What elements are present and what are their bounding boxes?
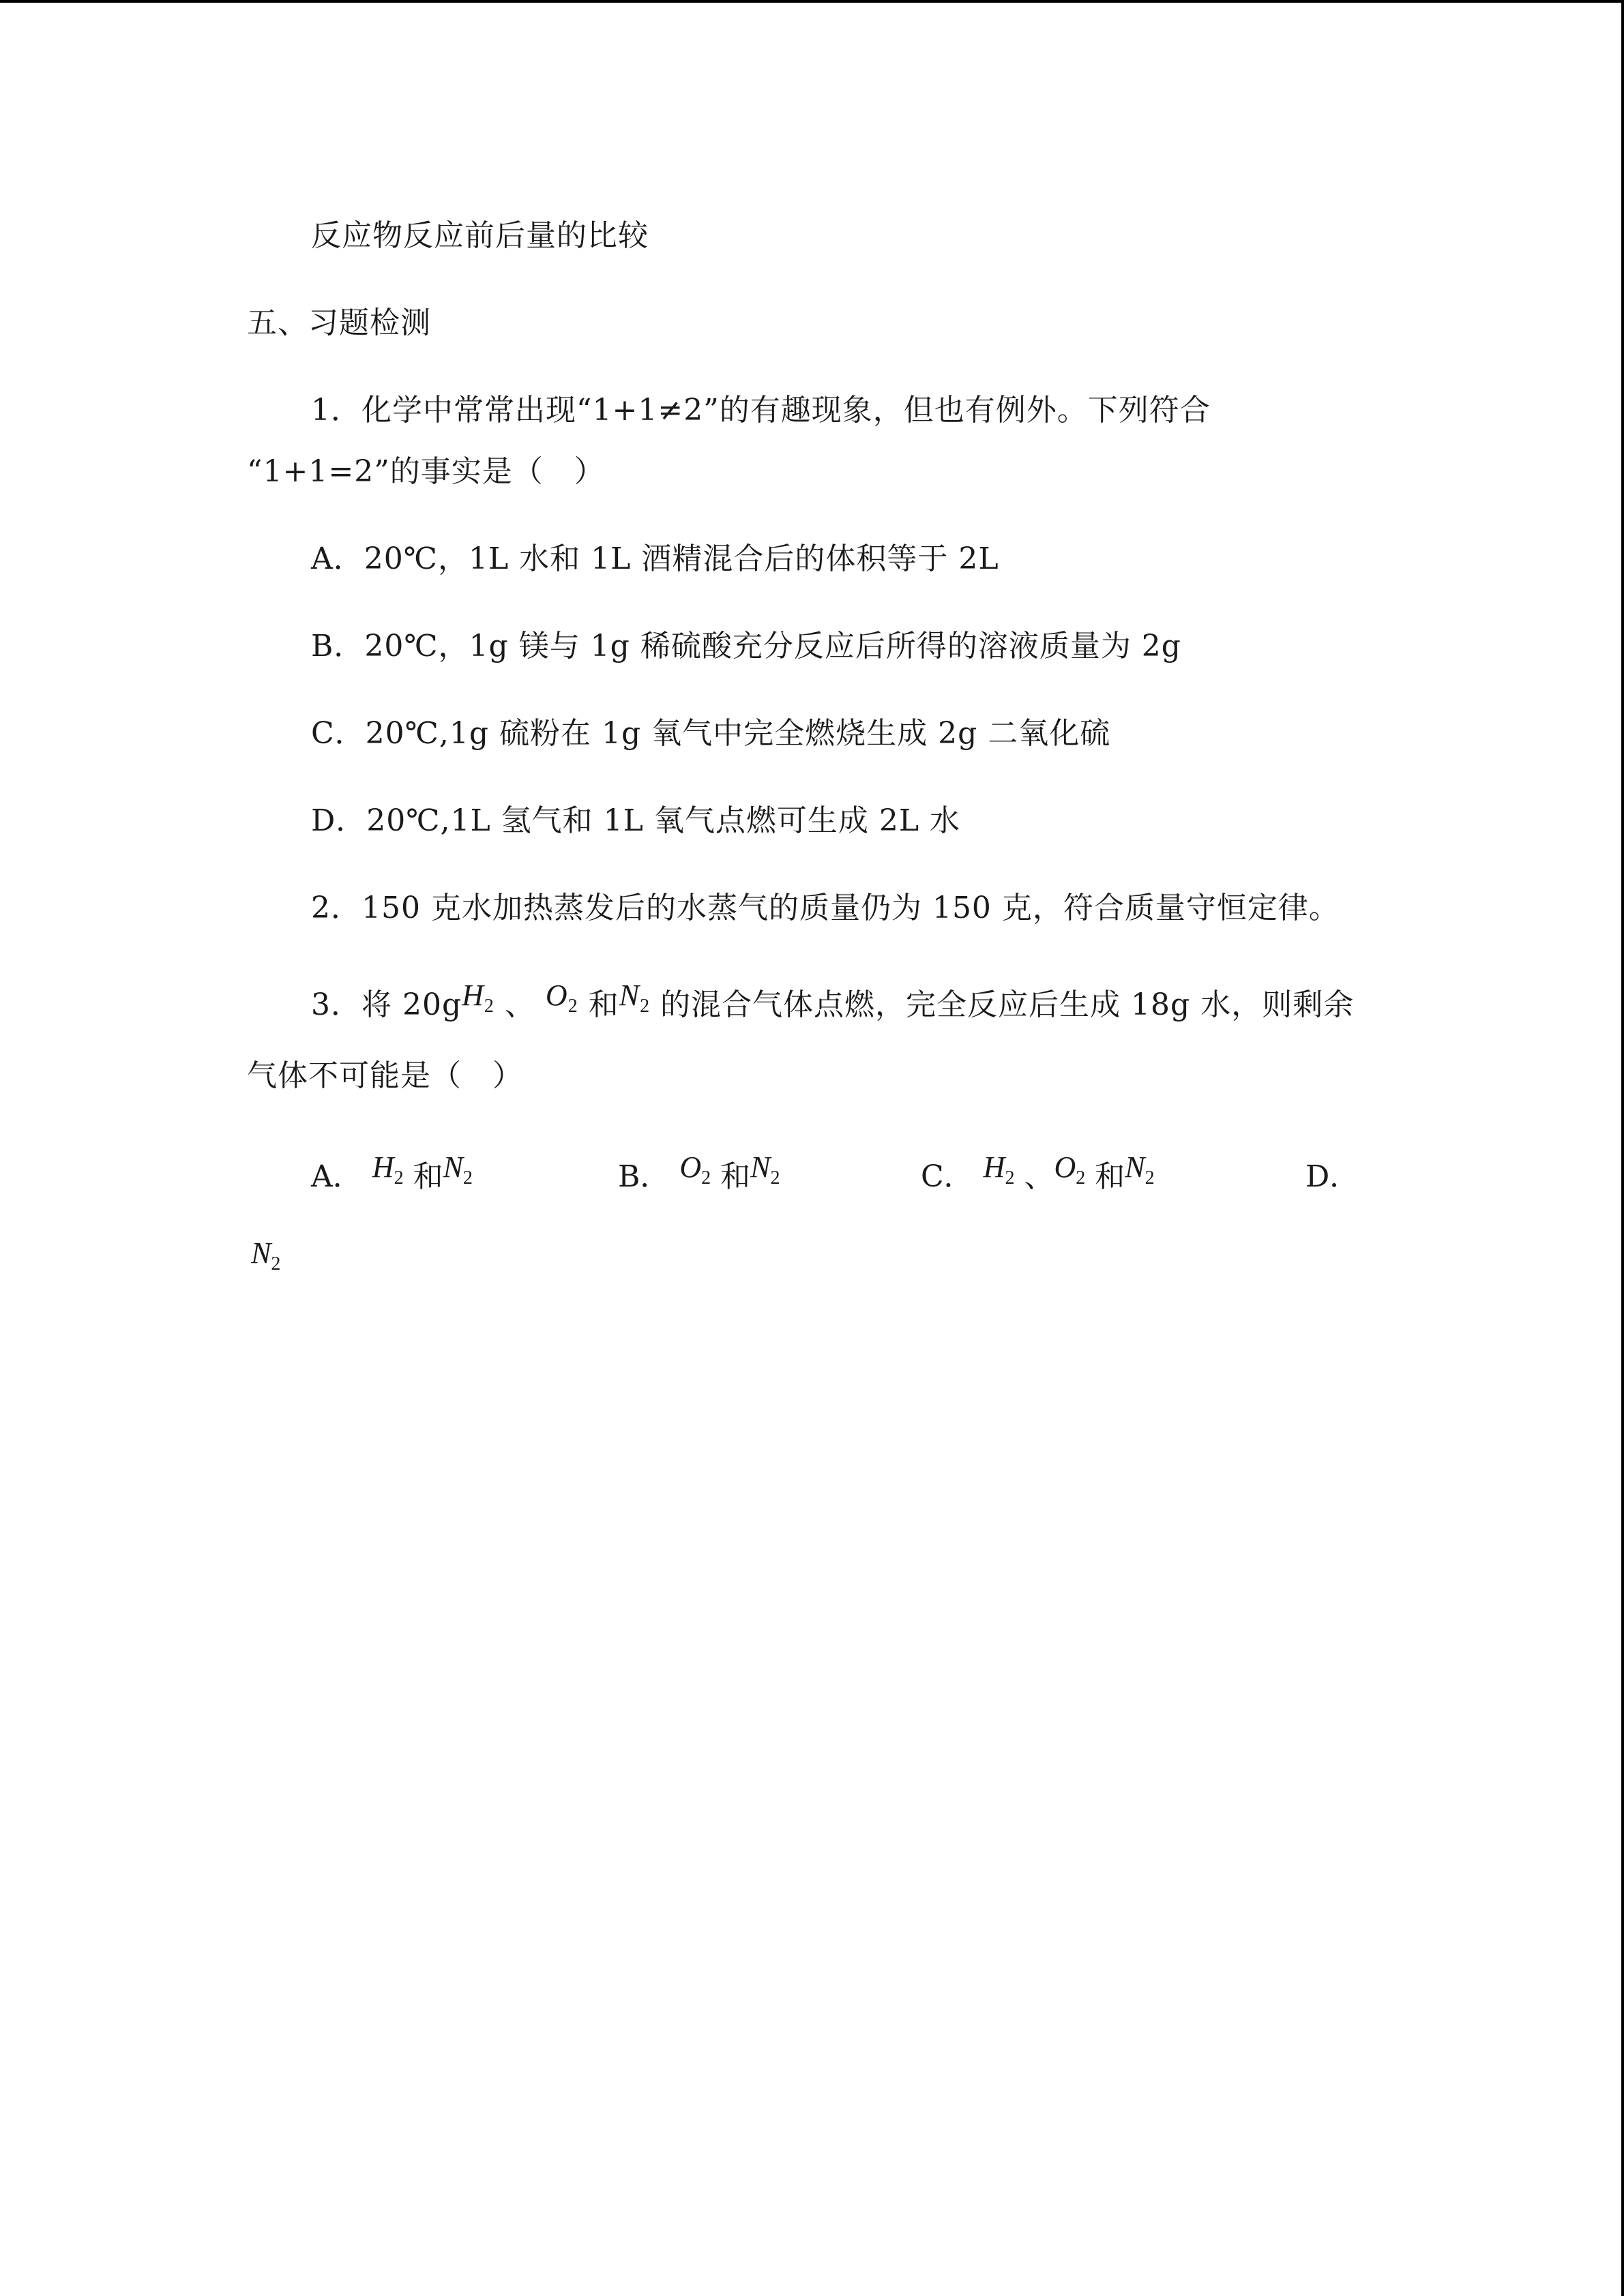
formula-o2: $O_2$ xyxy=(545,979,578,1017)
question-1-stem: 1．化学中常常出现“1+1≠2”的有趣现象，但也有例外。下列符合 xyxy=(311,393,1211,428)
question-3-stem-cont: 气体不可能是（ ） xyxy=(247,1058,523,1093)
formula-o2: $O_2$ xyxy=(679,1150,711,1189)
page-border-top xyxy=(0,0,1624,3)
question-1-option-b: B．20℃，1g 镁与 1g 稀硫酸充分反应后所得的溶液质量为 2g xyxy=(311,629,1181,664)
question-3-option-b: B． $O_2$ 和$N_2$ xyxy=(618,1150,780,1194)
question-3-option-c: C． $H_2$ 、$O_2$ 和$N_2$ xyxy=(921,1150,1155,1194)
formula-o2: $O_2$ xyxy=(1054,1150,1086,1189)
q3-prefix: 3．将 20g xyxy=(311,987,462,1022)
question-1-stem-cont: “1+1=2”的事实是（ ） xyxy=(247,454,605,489)
formula-h2: $H_2$ xyxy=(983,1150,1015,1189)
formula-n2: $N_2$ xyxy=(619,979,651,1017)
q3-suffix: 的混合气体点燃，完全反应后生成 18g 水，则剩余 xyxy=(660,987,1355,1022)
q3-separator: 、 xyxy=(504,987,535,1022)
text-line-reactant-comparison: 反应物反应前后量的比较 xyxy=(311,218,649,253)
question-1-option-a: A．20℃，1L 水和 1L 酒精混合后的体积等于 2L xyxy=(311,541,999,576)
question-1-option-c: C．20℃,1g 硫粉在 1g 氧气中完全燃烧生成 2g 二氧化硫 xyxy=(311,716,1111,751)
question-3-option-d-label: D． xyxy=(1305,1159,1360,1194)
formula-h2: $H_2$ xyxy=(372,1150,404,1189)
formula-n2: $N_2$ xyxy=(1125,1150,1155,1189)
question-3-option-d xyxy=(251,1236,281,1294)
question-3-stem xyxy=(311,979,1355,1037)
formula-n2: $N_2$ xyxy=(750,1150,780,1189)
formula-h2: $H_2$ xyxy=(462,979,494,1017)
q3-and: 和 xyxy=(588,987,619,1022)
question-1-option-d: D．20℃,1L 氢气和 1L 氧气点燃可生成 2L 水 xyxy=(311,803,961,838)
section-heading-exercises: 五、习题检测 xyxy=(247,305,431,340)
formula-n2: $N_2$ xyxy=(251,1236,281,1274)
question-3-option-a: A． $H_2$ 和$N_2$ xyxy=(311,1150,473,1194)
question-2: 2．150 克水加热蒸发后的水蒸气的质量仍为 150 克，符合质量守恒定律。 xyxy=(311,891,1340,925)
formula-n2: $N_2$ xyxy=(443,1150,473,1189)
page-border-right xyxy=(1621,0,1624,2296)
